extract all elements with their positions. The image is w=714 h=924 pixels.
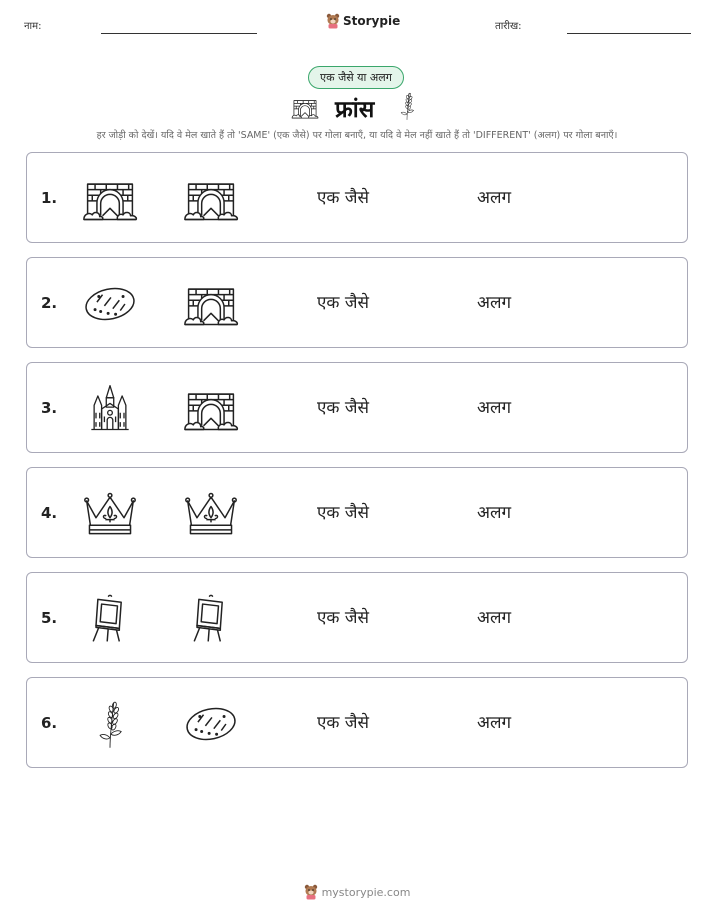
question-card — [26, 467, 688, 558]
option-different[interactable]: अलग — [477, 188, 512, 208]
option-different[interactable]: अलग — [477, 713, 512, 733]
date-label: तारीख: — [495, 21, 522, 32]
option-different[interactable]: अलग — [477, 398, 512, 418]
bridge-icon — [82, 174, 138, 224]
question-card — [26, 362, 688, 453]
bear-mascot-icon — [326, 13, 340, 29]
name-label: नाम: — [24, 21, 42, 32]
question-number: 4. — [41, 504, 58, 522]
option-different[interactable]: अलग — [477, 503, 512, 523]
page-title: फ्रांस — [335, 97, 375, 123]
bread-icon — [183, 699, 239, 749]
title-row — [0, 90, 714, 124]
bread-icon — [82, 279, 138, 329]
question-card — [26, 152, 688, 243]
footer-url[interactable]: mystorypie.com — [321, 885, 411, 899]
footer — [0, 884, 714, 900]
option-different[interactable]: अलग — [477, 293, 512, 313]
worksheet-type-badge: एक जैसे या अलग — [308, 66, 404, 89]
bridge-icon — [183, 384, 239, 434]
easel-icon — [183, 594, 239, 644]
question-card — [26, 257, 688, 348]
crown-icon — [183, 489, 239, 539]
bridge-icon — [183, 279, 239, 329]
option-same[interactable]: एक जैसे — [317, 503, 369, 523]
name-field[interactable] — [101, 33, 257, 34]
lavender-icon — [82, 699, 138, 749]
question-number: 2. — [41, 294, 58, 312]
easel-icon — [82, 594, 138, 644]
brand-name: Storypie — [343, 14, 401, 28]
option-same[interactable]: एक जैसे — [317, 608, 369, 628]
question-number: 6. — [41, 714, 58, 732]
cathedral-icon — [82, 384, 138, 434]
bridge-icon — [183, 174, 239, 224]
question-number: 3. — [41, 399, 58, 417]
option-same[interactable]: एक जैसे — [317, 188, 369, 208]
lavender-icon — [396, 90, 418, 126]
brand-logo — [326, 13, 400, 29]
bear-mascot-icon — [304, 884, 318, 900]
bridge-icon — [290, 96, 320, 124]
option-same[interactable]: एक जैसे — [317, 293, 369, 313]
date-field[interactable] — [567, 33, 691, 34]
question-card — [26, 572, 688, 663]
option-same[interactable]: एक जैसे — [317, 713, 369, 733]
question-number: 5. — [41, 609, 58, 627]
option-different[interactable]: अलग — [477, 608, 512, 628]
crown-icon — [82, 489, 138, 539]
question-card — [26, 677, 688, 768]
option-same[interactable]: एक जैसे — [317, 398, 369, 418]
instructions: हर जोड़ी को देखें। यदि वे मेल खाते हैं तो 'SAME' (एक जैसे) पर गोला बनाएँ, या यदि वे मेल नहीं खाते हैं तो 'DIFFERENT' (अलग) पर गोला बनाएँ। — [96, 130, 618, 141]
question-number: 1. — [41, 189, 58, 207]
